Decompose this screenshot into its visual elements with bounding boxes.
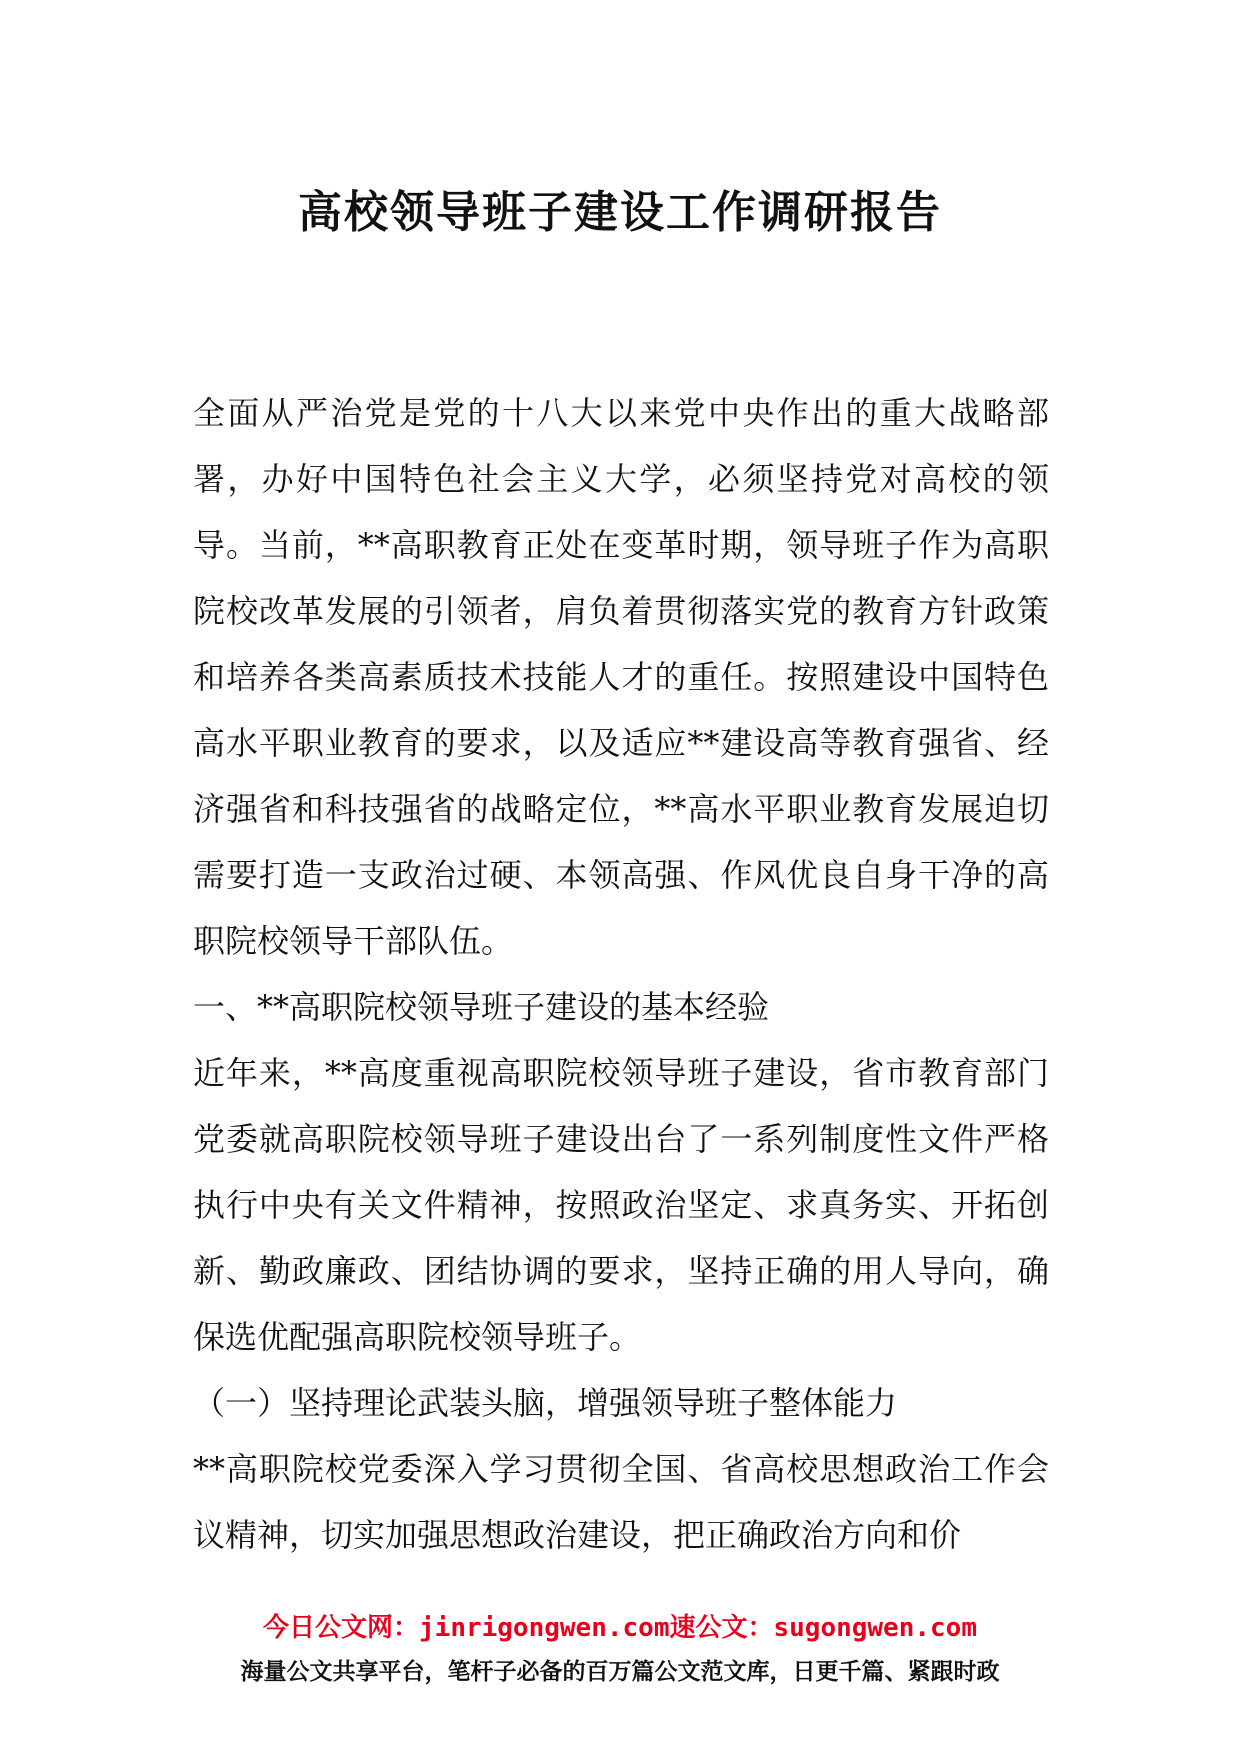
site2-name: 速公文： (669, 1613, 774, 1643)
document-body (193, 380, 1049, 1568)
paragraph-intro: 全面从严治党是党的十八大以来党中央作出的重大战略部署，办好中国特色社会主义大学，必须坚持党对高校的领导。当前，**高职教育正处在变革时期，领导班子作为高职院校改革发展的引领者，肩负着贯彻落实党的教育方针政策和培养各类高素质技术技能人才的重任。按照建设中国特色高水平职业教育的要求，以及适应**建设高等教育强省、经济强省和科技强省的战略定位，**高水平职业教育发展迫切需要打造一支政治过硬、本领高强、作风优良自身干净的高职院校领导干部队伍。 (193, 394, 1049, 960)
footer-banner (0, 1608, 1240, 1690)
paragraph-subsection-1: **高职院校党委深入学习贯彻全国、省高校思想政治工作会议精神，切实加强思想政治建设，把正确政治方向和价 (193, 1450, 1049, 1554)
section-heading-1: 一、**高职院校领导班子建设的基本经验 (193, 988, 770, 1026)
document-title: 高校领导班子建设工作调研报告 (298, 187, 942, 238)
footer-sites (0, 1608, 1240, 1648)
site1-link[interactable]: jinrigongwen.com (419, 1613, 670, 1643)
paragraph-section-1: 近年来，**高度重视高职院校领导班子建设，省市教育部门党委就高职院校领导班子建设出台了一系列制度性文件严格执行中央有关文件精神，按照政治坚定、求真务实、开拓创新、勤政廉政、团结协调的要求，坚持正确的用人导向，确保选优配强高职院校领导班子。 (193, 1054, 1049, 1356)
site2-link[interactable]: sugongwen.com (773, 1613, 977, 1643)
subsection-heading-1: （一）坚持理论武装头脑，增强领导班子整体能力 (193, 1384, 898, 1422)
footer-slogan: 海量公文共享平台，笔杆子必备的百万篇公文范文库，日更千篇、紧跟时政 (240, 1659, 1000, 1685)
site1-name: 今日公文网： (263, 1613, 420, 1643)
